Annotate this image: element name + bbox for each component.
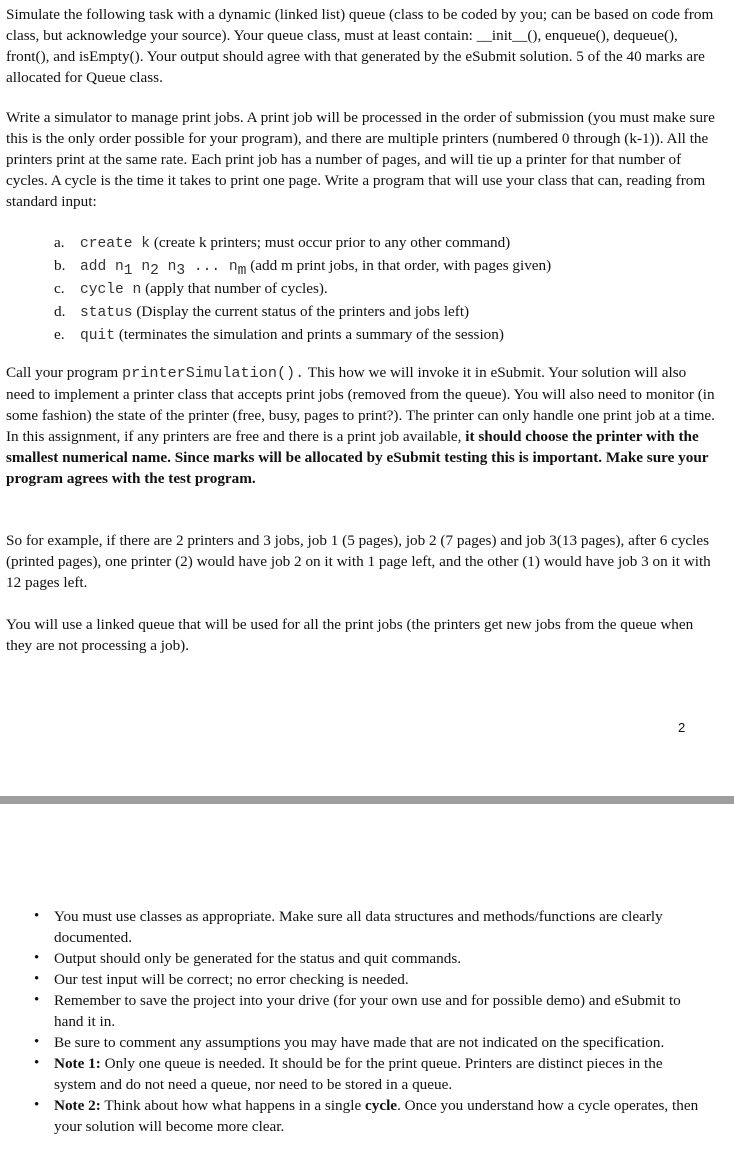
bullet-icon: •	[34, 1034, 40, 1050]
bullet-icon: •	[34, 1055, 40, 1071]
call-program-paragraph: Call your program printerSimulation(). This how we will invoke it in eSubmit. Your solution will also need to implement a printer class that accepts print jobs (removed from the queue). You will also need to monitor (in some fashion) the state of the printer (free, busy, pages to print?). The printer can only handle one print job at a time. In this assignment, if any printers are free and there is a print job available, it should choose the printer with the smallest numerical name. Since marks will be allocated by eSubmit testing this is important. Make sure your program agrees with the test program.	[6, 364, 715, 487]
command-item-quit: e. quit (terminates the simulation and prints a summary of the session)	[54, 326, 504, 344]
linked-queue-paragraph: You will use a linked queue that will be used for all the print jobs (the printers get new jobs from the queue when they are not processing a job).	[6, 616, 694, 654]
bullet-icon: •	[34, 908, 40, 924]
example-paragraph: So for example, if there are 2 printers and 3 jobs, job 1 (5 pages), job 2 (7 pages) and job 3(13 pages), after 6 cycles (printed pages), one printer (2) would have job 2 on it with 1 page left, and the other (1) would have job 3 on it with 12 pages left.	[6, 532, 711, 591]
list-item: • Note 1: Only one queue is needed. It should be for the print queue. Printers are distinct pieces in the system and do not need a queue, nor need to be stored in a queue.	[34, 1055, 663, 1093]
bullet-icon: •	[34, 992, 40, 1008]
requirements-list	[34, 906, 704, 1137]
list-item: • Be sure to comment any assumptions you may have made that are not indicated on the specification.	[34, 1034, 665, 1051]
list-item: • Note 2: Think about how what happens in a single cycle. Once you understand how a cycle operates, then your solution will become more clear.	[34, 1097, 699, 1135]
document-page-2	[0, 804, 734, 1166]
command-code: add n	[80, 259, 124, 275]
command-item-status: d. status (Display the current status of the printers and jobs left)	[54, 303, 470, 321]
command-item-create: a. create k (create k printers; must occur prior to any other command)	[54, 234, 511, 252]
intro-paragraph: Simulate the following task with a dynamic (linked list) queue (class to be coded by you; can be based on code from class, but acknowledge your source). Your queue class, must at least contain: __init__(), enqueue(), dequeue(), front(), and isEmpty(). Your output should agree with that generated by the eSubmit solution. 5 of the 40 marks are allocated for Queue class.	[6, 6, 714, 86]
command-code: status	[80, 305, 133, 321]
bullet-icon: •	[34, 950, 40, 966]
command-item-cycle: c. cycle n (apply that number of cycles).	[54, 280, 328, 298]
bullet-icon: •	[34, 971, 40, 987]
command-code: create k	[80, 236, 151, 252]
emphasis-text: it should choose the printer with the smallest numerical name. Since marks will be allocated by eSubmit testing this is important. Make sure your program agrees with the test program.	[6, 428, 709, 487]
command-list	[54, 232, 714, 347]
list-item: • Remember to save the project into your drive (for your own use and for possible demo) and eSubmit to hand it in.	[34, 992, 681, 1030]
simulator-description: Write a simulator to manage print jobs. A print job will be processed in the order of submission (you must make sure this is the only order possible for your program), and there are multiple printers (numbered 0 through (k-1)). All the printers print at the same rate. Each print job has a number of pages, and will tie up a printer for that number of cycles. A cycle is the time it takes to print one page. Write a program that will use your class that can, reading from standard input:	[6, 109, 715, 210]
list-item: • Our test input will be correct; no error checking is needed.	[34, 971, 409, 988]
command-code: cycle n	[80, 282, 142, 298]
function-name-code: printerSimulation().	[122, 364, 305, 382]
page-number: 2	[678, 720, 686, 735]
command-item-add: b. add $n_1$ $n_2$ $n_3$ ... $n_m$ (add m print jobs, in that order, with pages given)	[54, 257, 552, 280]
command-code: quit	[80, 328, 116, 344]
list-item: • You must use classes as appropriate. Make sure all data structures and methods/functions are clearly documented.	[34, 908, 663, 946]
bullet-icon: •	[34, 1097, 40, 1113]
page-separator	[0, 796, 734, 804]
list-item: • Output should only be generated for the status and quit commands.	[34, 950, 462, 967]
